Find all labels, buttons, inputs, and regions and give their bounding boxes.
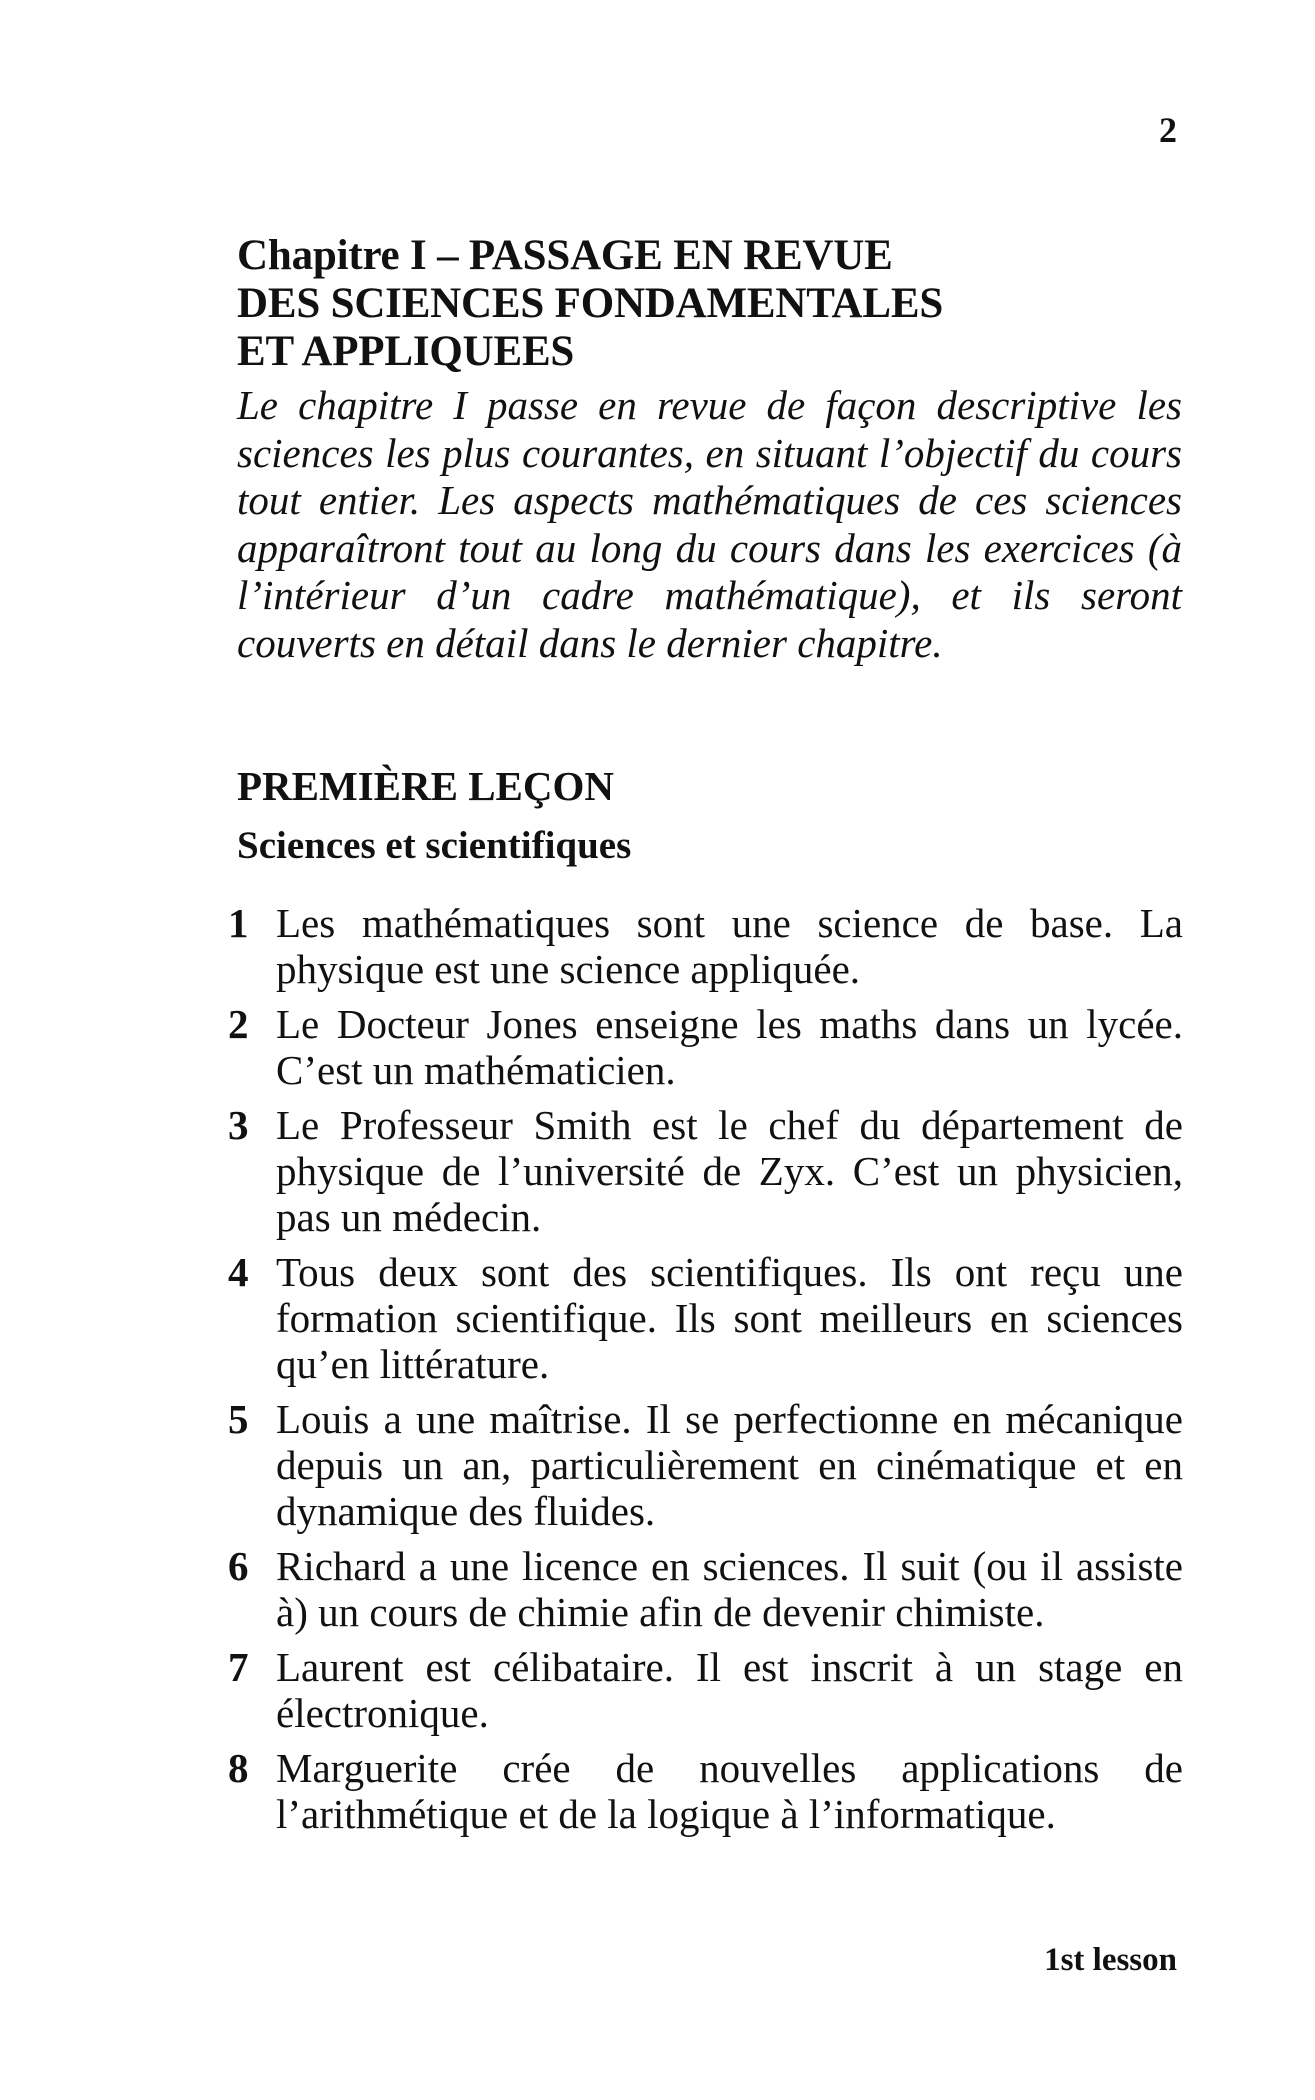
chapter-heading-line: Chapitre I – PASSAGE EN REVUE [237, 232, 893, 279]
chapter-heading [237, 232, 1197, 376]
chapter-heading-line: DES SCIENCES FONDAMENTALES [237, 280, 944, 327]
lesson-items-list [228, 900, 1183, 1837]
item-text: Le Professeur Smith est le chef du département de physique de l’université de Zyx. C’est un physicien, pas un médecin. [276, 1102, 1183, 1240]
chapter-intro: Le chapitre I passe en revue de façon descriptive les sciences les plus courantes, en situant l’objectif du cours tout entier. Les aspects mathématiques de ces sciences apparaîtront tout au long du cours dans les exercices (à l’intérieur d’un cadre mathématique), et ils seront couverts en détail dans le dernier chapitre. [237, 382, 1182, 666]
list-item [228, 1745, 1183, 1837]
chapter-heading-line: ET APPLIQUEES [237, 328, 575, 375]
item-number: 4 [228, 1249, 249, 1295]
item-number: 2 [228, 1001, 249, 1047]
item-text: Louis a une maîtrise. Il se perfectionne en mécanique depuis un an, particulièrement en cinématique et en dynamique des fluides. [276, 1396, 1183, 1534]
lesson-subtitle: Sciences et scientifiques [237, 824, 632, 867]
list-item [228, 1543, 1183, 1635]
item-number: 7 [228, 1644, 249, 1690]
list-item [228, 900, 1183, 992]
item-number: 3 [228, 1102, 249, 1148]
list-item [228, 1249, 1183, 1387]
item-number: 1 [228, 900, 249, 946]
item-text: Richard a une licence en sciences. Il suit (ou il assiste à) un cours de chimie afin de devenir chimiste. [276, 1543, 1183, 1635]
list-item [228, 1001, 1183, 1093]
item-text: Le Docteur Jones enseigne les maths dans un lycée. C’est un mathématicien. [276, 1001, 1183, 1093]
list-item [228, 1102, 1183, 1240]
item-text: Les mathématiques sont une science de base. La physique est une science appliquée. [276, 900, 1183, 992]
item-number: 6 [228, 1543, 249, 1589]
list-item [228, 1396, 1183, 1534]
item-text: Marguerite crée de nouvelles applications de l’arithmétique et de la logique à l’informatique. [276, 1745, 1183, 1837]
footer-label: 1st lesson [1044, 1942, 1177, 1978]
list-item [228, 1644, 1183, 1736]
item-text: Laurent est célibataire. Il est inscrit à un stage en électronique. [276, 1644, 1183, 1736]
item-number: 5 [228, 1396, 249, 1442]
item-text: Tous deux sont des scientifiques. Ils ont reçu une formation scientifique. Ils sont meilleurs en sciences qu’en littérature. [276, 1249, 1183, 1387]
page-number: 2 [1159, 110, 1177, 150]
lesson-heading: PREMIÈRE LEÇON [237, 763, 615, 809]
item-number: 8 [228, 1745, 249, 1791]
